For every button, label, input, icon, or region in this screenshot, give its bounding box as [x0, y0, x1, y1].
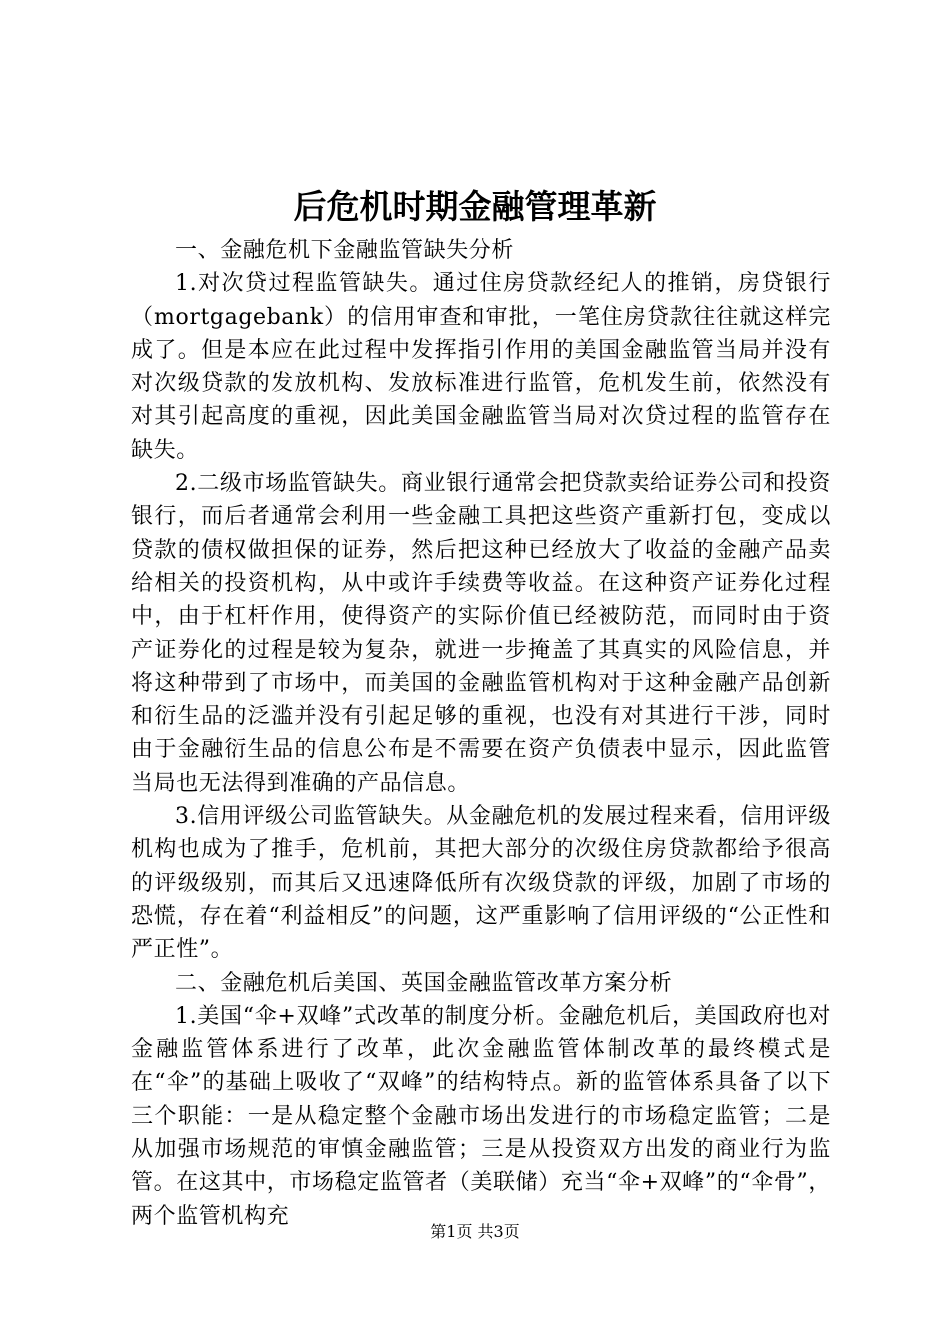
section-heading-2: 二、金融危机后美国、英国金融监管改革方案分析 — [175, 970, 673, 996]
paragraph-secondary-market: 2.二级市场监管缺失。商业银行通常会把贷款卖给证券公司和投资银行，而后者通常会利用一些金融工具把这些资产重新打包，变成以贷款的债权做担保的证券，然后把这种已经放大了收益的金融产品卖给相关的投资机构，从中或许手续费等收益。在这种资产证券化过程中，由于杠杆作用，使得资产的实际价值已经被防范，而同时由于资产证券化的过程是较为复杂，就进一步掩盖了其真实的风险信息，并将这种带到了市场中，而美国的金融监管机构对于这种金融产品创新和衍生品的泛滥并没有引起足够的重视，也没有对其进行干涉，同时由于金融衍生品的信息公布是不需要在资产负债表中显示，因此监管当局也无法得到准确的产品信息。 — [131, 471, 831, 796]
document-title: 后危机时期金融管理革新 — [293, 187, 657, 226]
paragraph-subprime-supervision: 1.对次贷过程监管缺失。通过住房贷款经纪人的推销，房贷银行（mortgagebank）的信用审查和审批，一笔住房贷款往往就这样完成了。但是本应在此过程中发挥指引作用的美国金融监管当局并没有对次级贷款的发放机构、发放标准进行监管，危机发生前，依然没有对其引起高度的重视，因此美国金融监管当局对次贷过程的监管存在缺失。 — [131, 271, 831, 463]
paragraph-us-reform: 1.美国“伞+双峰”式改革的制度分析。金融危机后，美国政府也对金融监管体系进行了改革，此次金融监管体制改革的最终模式是在“伞”的基础上吸收了“双峰”的结构特点。新的监管体系具备了以下三个职能：一是从稳定整个金融市场出发进行的市场稳定监管；二是从加强市场规范的审慎金融监管；三是从投资双方出发的商业行为监管。在这其中，市场稳定监管者（美联储）充当“伞+双峰”的“伞骨”，两个监管机构充 — [131, 1003, 831, 1229]
section-heading-1: 一、金融危机下金融监管缺失分析 — [175, 238, 515, 263]
document-body — [131, 234, 831, 1233]
page-footer: 第1页 共3页 — [430, 1222, 520, 1241]
paragraph-credit-rating: 3.信用评级公司监管缺失。从金融危机的发展过程来看，信用评级机构也成为了推手，危机前，其把大部分的次级住房贷款都给予很高的评级级别，而其后又迅速降低所有次级贷款的评级，加剧了市场的恐慌，存在着“利益相反”的问题，这严重影响了信用评级的“公正性和严正性”。 — [131, 804, 831, 963]
